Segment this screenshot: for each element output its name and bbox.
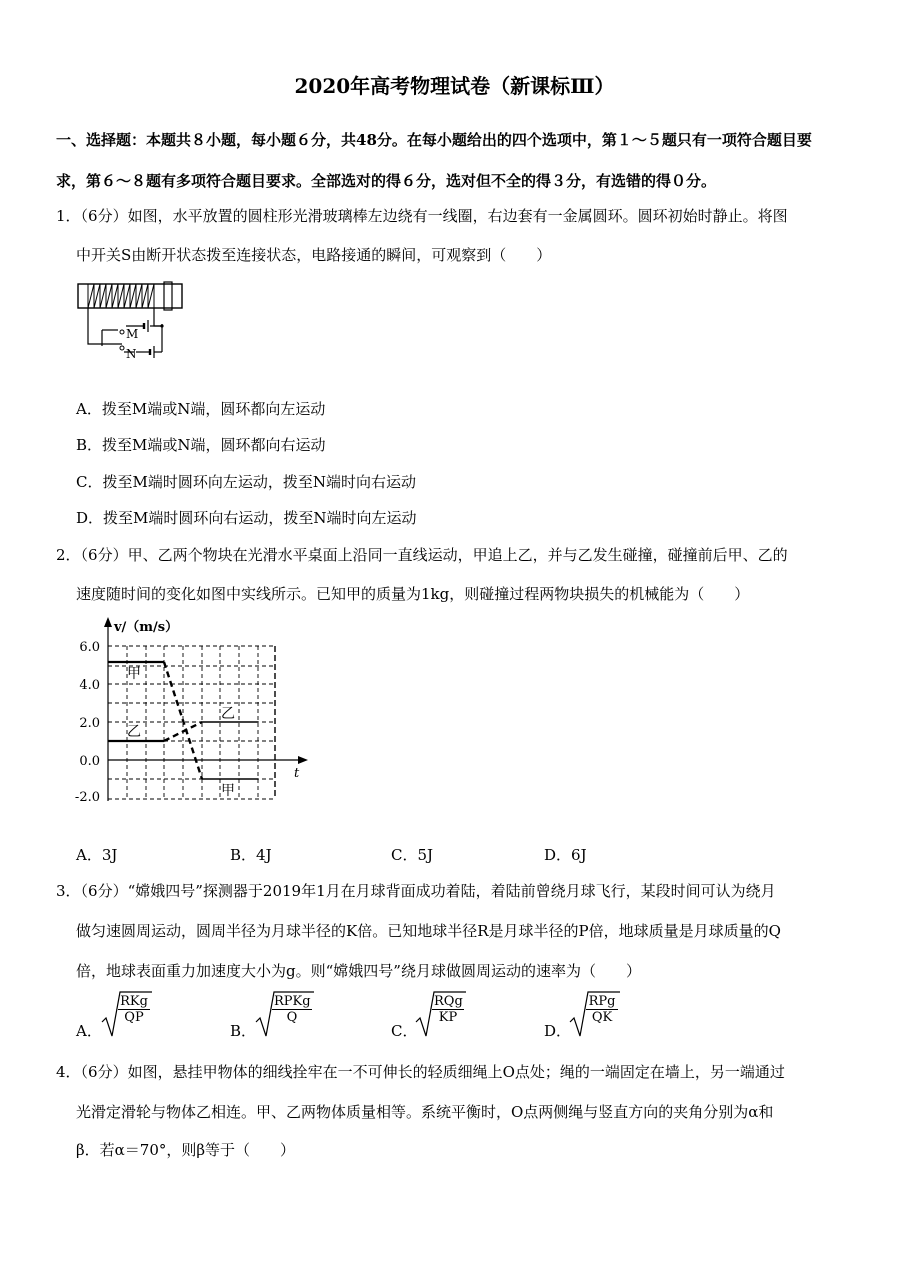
q2-label-jia-before: 甲 [127, 666, 141, 682]
q3-d-denominator: QK [591, 1010, 613, 1025]
q3-c-numerator: RQg [434, 994, 463, 1009]
q2-tick-2: 2.0 [79, 716, 100, 731]
q1-label-n: N [126, 347, 137, 361]
q2-tick-6: 6.0 [79, 640, 100, 655]
q1-option-c[interactable]: C．拨至M端时圆环向左运动，拨至N端时向右运动 [76, 473, 416, 491]
q2-x-axis-label: t [294, 766, 300, 781]
q3-option-b-label: B． [230, 1022, 257, 1040]
q2-tick-4: 4.0 [79, 678, 100, 693]
q2-option-c[interactable]: C．5J [391, 846, 434, 864]
q3-option-a-label: A． [76, 1022, 102, 1040]
q1-stem-line2: 中开关S由断开状态拨至连接状态，电路接通的瞬间，可观察到（ ） [76, 246, 552, 264]
q2-option-a[interactable]: A．3J [76, 846, 118, 864]
q3-stem-line3: 倍，地球表面重力加速度大小为g。则“嫦娥四号”绕月球做圆周运动的速率为（ ） [76, 962, 641, 980]
q2-stem-line2: 速度随时间的变化如图中实线所示。已知甲的质量为1kg，则碰撞过程两物块损失的机械能为（ ） [76, 585, 750, 603]
q3-c-denominator: KP [438, 1010, 458, 1025]
q1-circuit-figure [74, 280, 194, 375]
section-heading-line1: 一、选择题：本题共８小题，每小题６分，共48分。在每小题给出的四个选项中，第１～５题只有一项符合题目要 [56, 131, 812, 149]
q2-y-axis-label: v/（m/s） [114, 620, 179, 635]
q3-b-denominator: Q [286, 1010, 298, 1025]
q3-a-numerator: RKg [118, 994, 150, 1010]
q2-option-d[interactable]: D．6J [544, 846, 587, 864]
section-heading-line2: 求，第６～８题有多项符合题目要求。全部选对的得６分，选对但不全的得３分，有选错的得０分。 [56, 172, 717, 190]
q3-d-numerator: RPg [586, 994, 618, 1010]
q2-stem-line1: 2．（6分）甲、乙两个物块在光滑水平桌面上沿同一直线运动，甲追上乙，并与乙发生碰撞，碰撞前后甲、乙的 [56, 546, 788, 564]
q4-stem-line2: 光滑定滑轮与物体乙相连。甲、乙两物体质量相等。系统平衡时，O点两侧绳与竖直方向的夹角分别为α和 [76, 1103, 774, 1121]
q2-label-yi-before: 乙 [127, 724, 141, 740]
q1-stem-line1: 1．（6分）如图，水平放置的圆柱形光滑玻璃棒左边绕有一线圈，右边套有一金属圆环。圆环初始时静止。将图 [56, 207, 788, 225]
q3-option-c-label: C． [391, 1022, 418, 1040]
q4-stem-line3: β．若α＝70°，则β等于（ ） [76, 1141, 296, 1159]
q4-stem-line1: 4．（6分）如图，悬挂甲物体的细线拴牢在一不可伸长的轻质细绳上O点处；绳的一端固定在墙上，另一端通过 [56, 1063, 785, 1081]
q1-option-d[interactable]: D．拨至M端时圆环向右运动，拨至N端时向左运动 [76, 509, 417, 527]
q2-vt-chart [70, 615, 320, 810]
q1-option-b[interactable]: B．拨至M端或N端，圆环都向右运动 [76, 436, 326, 454]
q3-option-d-label: D． [544, 1022, 572, 1040]
q2-tick-neg2: -2.0 [74, 790, 100, 805]
q3-stem-line2: 做匀速圆周运动，圆周半径为月球半径的K倍。已知地球半径R是月球半径的P倍，地球质量是月球质量的Q [76, 922, 781, 940]
q3-stem-line1: 3．（6分）“嫦娥四号”探测器于2019年1月在月球背面成功着陆，着陆前曾绕月球飞行，某段时间可认为绕月 [56, 882, 776, 900]
q2-tick-0: 0.0 [79, 754, 100, 769]
page-title: 2020年高考物理试卷（新课标Ⅲ） [294, 74, 615, 98]
q2-label-jia-after: 甲 [221, 783, 235, 799]
q2-option-b[interactable]: B．4J [230, 846, 272, 864]
q1-option-a[interactable]: A．拨至M端或N端，圆环都向左运动 [76, 400, 326, 418]
q3-b-numerator: RPKg [274, 994, 311, 1009]
q1-label-m: M [126, 327, 139, 341]
q3-a-denominator: QP [124, 1010, 144, 1025]
q2-label-yi-after: 乙 [221, 706, 235, 722]
